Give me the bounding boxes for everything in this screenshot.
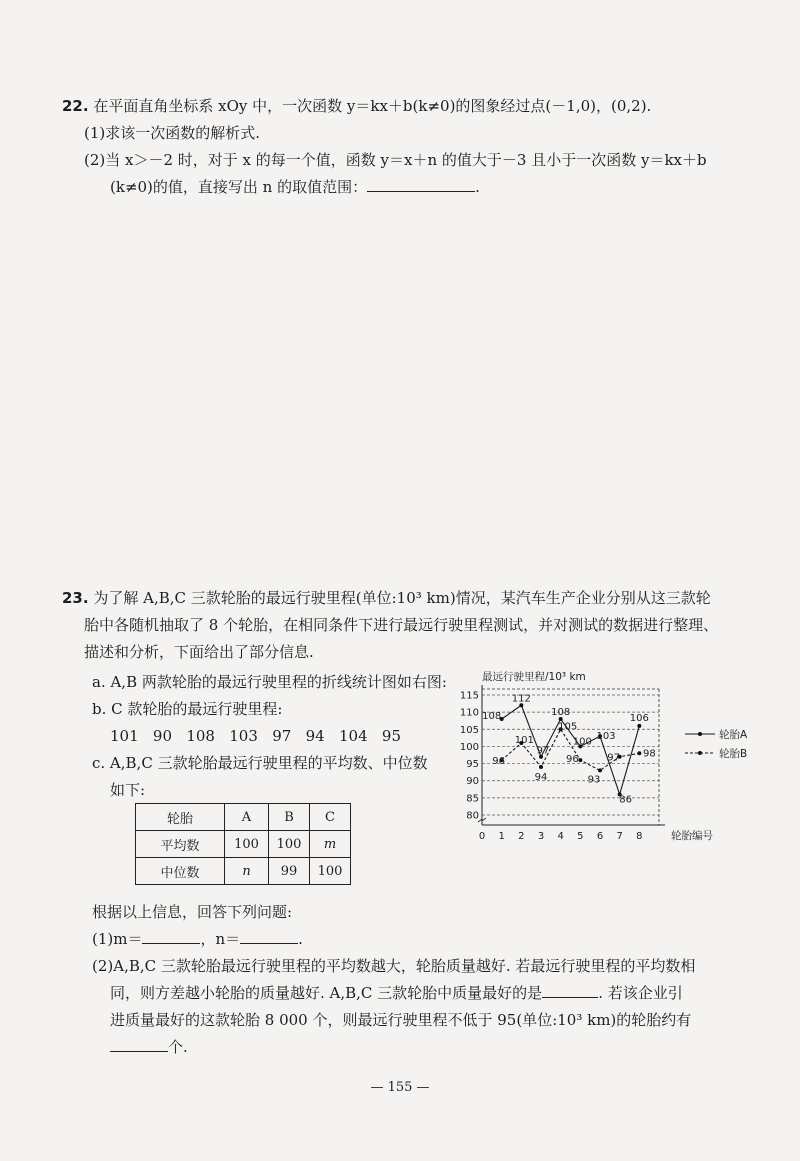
data-label: 96: [565, 754, 579, 766]
table-header-cell: 轮胎: [136, 804, 225, 831]
legend-label: 轮胎B: [719, 748, 748, 760]
q23-part2-suffix: . 若该企业引: [598, 984, 683, 1002]
q23-c-values: 101 90 108 103 97 94 104 95: [110, 727, 401, 745]
y-tick-label: 110: [459, 707, 479, 719]
data-label: 100: [572, 736, 592, 748]
table-cell: 平均数: [136, 831, 225, 858]
x-tick-label: 2: [518, 831, 525, 842]
data-label: 97: [536, 745, 550, 757]
legend-marker: [698, 732, 702, 736]
q22-part2-prefix: (k≠0)的值，直接写出 n 的取值范围：: [110, 178, 368, 196]
y-tick-label: 80: [466, 810, 479, 822]
q23-part2-line4: [110, 1037, 188, 1057]
data-point: [637, 751, 641, 755]
q23-part2-line1: (2)A,B,C 三款轮胎最远行驶里程的平均数越大，轮胎质量越好. 若最远行驶里程的平均数相: [92, 957, 696, 975]
data-point: [598, 768, 602, 772]
data-label: 101: [514, 735, 534, 746]
q22-stem-text: 在平面直角坐标系 xOy 中，一次函数 y＝kx＋b(k≠0)的图象经过点(－1,0)，(0,2).: [93, 97, 652, 115]
x-tick-label: 3: [537, 831, 545, 842]
legend-marker: [698, 751, 702, 755]
data-label: 105: [558, 721, 578, 733]
q23-part2-line2: [110, 983, 683, 1003]
data-label: 108: [551, 707, 571, 718]
y-tick-label: 115: [459, 690, 479, 702]
x-tick-label: 6: [596, 831, 604, 842]
q23-stem-line2: 胎中各随机抽取了 8 个轮胎，在相同条件下进行最远行驶里程测试，并对测试的数据进行整理、: [84, 616, 719, 634]
line-chart: [455, 662, 755, 862]
table-row: [136, 831, 351, 858]
n-answer-blank[interactable]: [240, 929, 298, 944]
table-cell: 99: [269, 858, 310, 885]
x-axis-label: 轮胎编号: [671, 830, 713, 842]
table-header-cell: A: [225, 804, 269, 831]
y-axis-label: 最远行驶里程/10³ km: [482, 671, 586, 683]
y-tick-label: 100: [459, 741, 479, 753]
count-answer-blank[interactable]: [110, 1037, 168, 1052]
q23-info-a: a. A,B 两款轮胎的最远行驶里程的折线统计图如右图:: [92, 673, 447, 691]
table-cell: n: [225, 858, 269, 885]
data-label: 98: [642, 748, 656, 760]
x-tick-label: 0: [478, 831, 486, 842]
data-label: 96: [492, 756, 506, 768]
q22-answer-blank[interactable]: [367, 177, 475, 192]
table-cell: 100: [269, 831, 310, 858]
data-point: [578, 758, 582, 762]
q23-part2-prefix: 同，则方差越小轮胎的质量越好. A,B,C 三款轮胎中质量最好的是: [110, 984, 543, 1002]
data-point: [637, 724, 641, 728]
q23-info-c-line2: 如下:: [110, 781, 146, 799]
q23-stem-line3: 描述和分析，下面给出了部分信息.: [84, 643, 314, 661]
data-label: 97: [607, 752, 621, 764]
q22-part1: (1)求该一次函数的解析式.: [84, 124, 261, 142]
q23-stem-line1: [62, 588, 711, 608]
q23-number: 23.: [62, 589, 89, 607]
x-tick-label: 1: [498, 831, 505, 842]
data-label: 93: [587, 774, 601, 786]
q23-part2-line4-suffix: 个.: [168, 1038, 188, 1056]
data-label: 86: [619, 794, 633, 806]
x-tick-label: 4: [557, 831, 564, 842]
m-answer-blank[interactable]: [142, 929, 200, 944]
table-cell: 100: [310, 858, 351, 885]
q23-part1: [92, 929, 303, 949]
y-tick-label: 90: [466, 776, 479, 788]
table-row: [136, 858, 351, 885]
q22-number: 22.: [62, 97, 89, 115]
data-label: 106: [629, 712, 649, 724]
q23-part2-line3: 进质量最好的这款轮胎 8 000 个，则最远行驶里程不低于 95(单位:10³ km)的轮胎约有: [110, 1011, 692, 1029]
table-cell: m: [310, 831, 351, 858]
q22-part2-line2: [110, 177, 480, 197]
data-label: 108: [482, 711, 502, 722]
stats-table: [135, 803, 351, 885]
q22-stem: [62, 96, 651, 116]
table-cell: 中位数: [136, 858, 225, 885]
y-tick-label: 85: [466, 793, 479, 805]
q22-part2-suffix: .: [475, 178, 480, 196]
q23-part1-m: (1)m＝: [92, 930, 143, 948]
q23-part1-n: ，n＝: [200, 930, 241, 948]
q23-stem-text1: 为了解 A,B,C 三款轮胎的最远行驶里程(单位:10³ km)情况，某汽车生产企业分别从这三款轮: [93, 589, 711, 607]
x-tick-label: 8: [636, 831, 643, 842]
table-header-cell: C: [310, 804, 351, 831]
q23-info-b: b. C 款轮胎的最远行驶里程:: [92, 700, 283, 718]
data-label: 112: [511, 693, 531, 705]
data-point: [539, 765, 543, 769]
q23-prompt: 根据以上信息，回答下列问题:: [92, 903, 293, 921]
q23-part1-end: .: [298, 930, 303, 948]
x-tick-label: 7: [616, 831, 623, 842]
page-number: — 155 —: [370, 1080, 430, 1095]
table-header-row: [136, 804, 351, 831]
table-header-cell: B: [269, 804, 310, 831]
y-tick-label: 105: [459, 724, 479, 736]
data-label: 94: [534, 772, 548, 783]
x-tick-label: 5: [577, 831, 584, 842]
q22-part2-line1: (2)当 x＞－2 时，对于 x 的每一个值，函数 y＝x＋n 的值大于－3 且小于一次函数 y＝kx＋b: [84, 151, 707, 169]
data-label: 103: [596, 731, 616, 743]
q23-info-c-line1: c. A,B,C 三款轮胎最远行驶里程的平均数、中位数: [92, 754, 428, 772]
best-tire-answer-blank[interactable]: [542, 983, 598, 998]
table-cell: 100: [225, 831, 269, 858]
y-tick-label: 95: [466, 759, 479, 771]
legend-label: 轮胎A: [719, 729, 748, 741]
